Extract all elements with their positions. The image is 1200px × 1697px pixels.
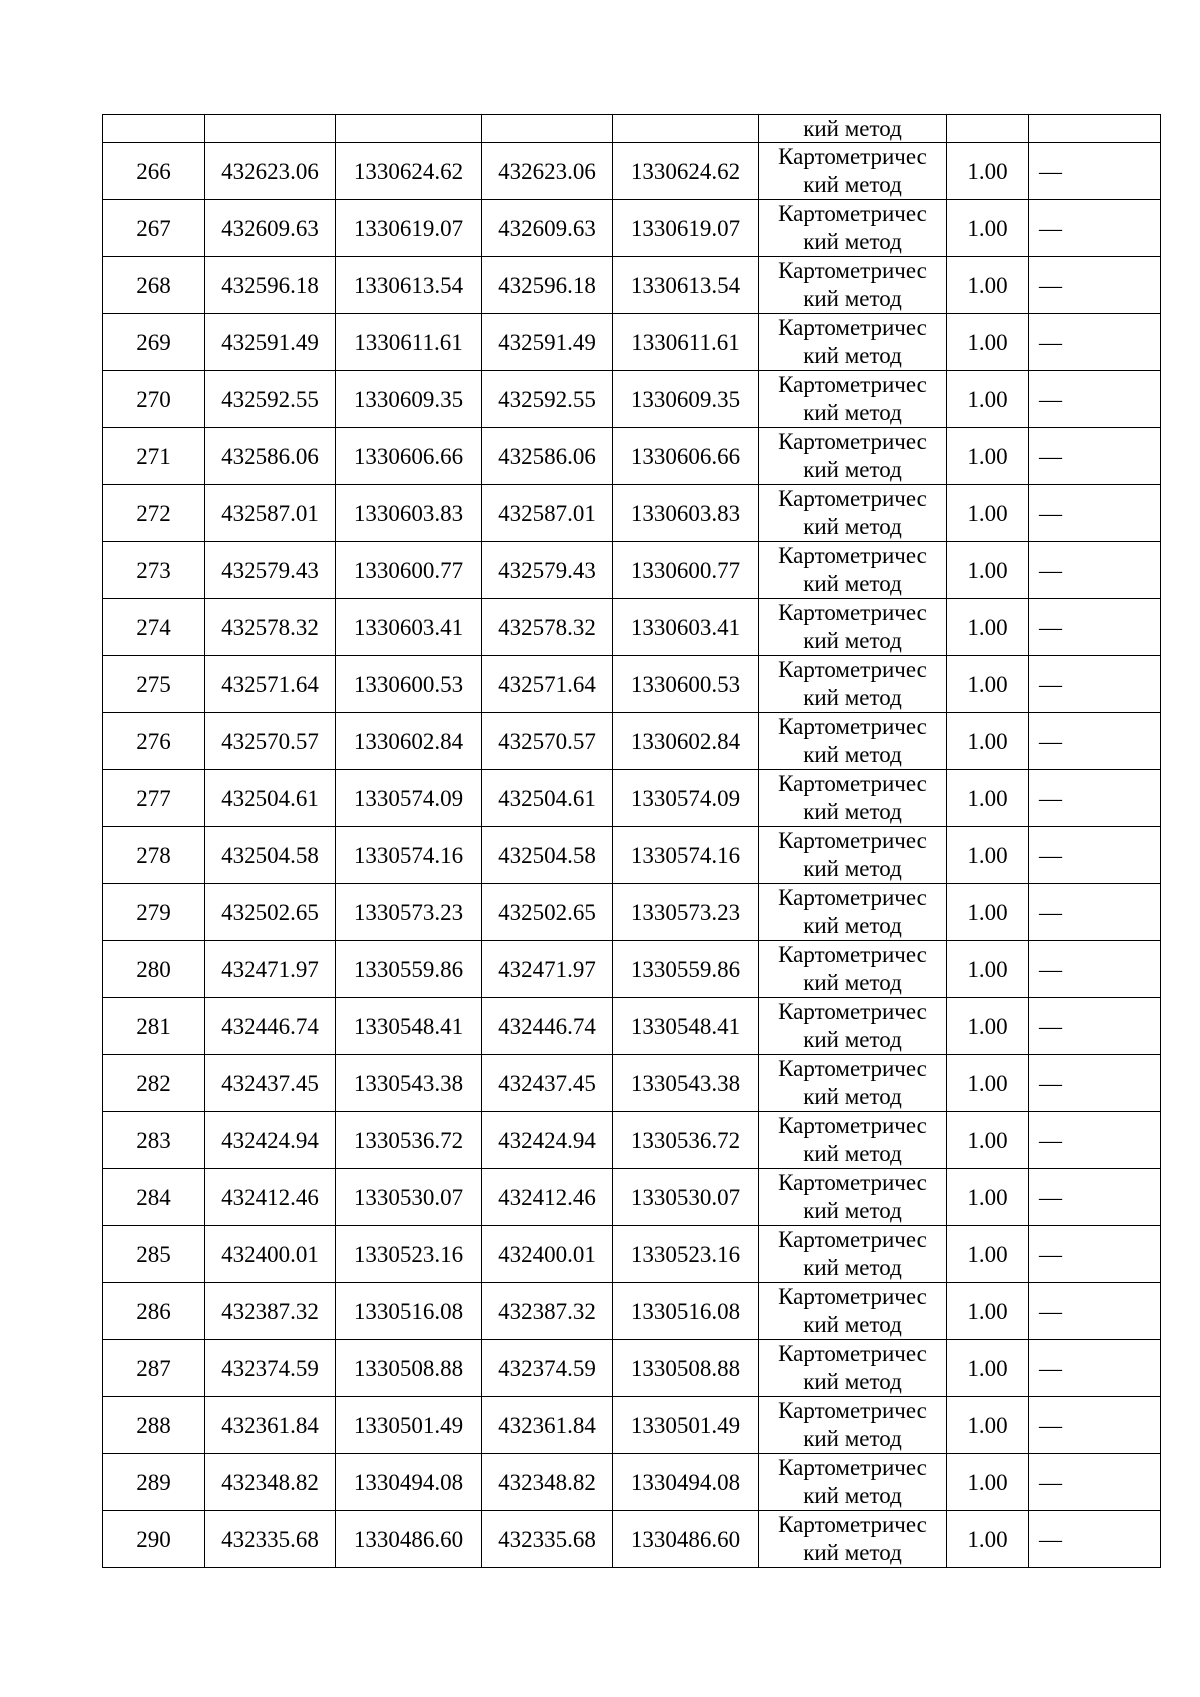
- table-row: [103, 485, 1161, 542]
- cell-point-number: 282: [103, 1055, 205, 1112]
- cell-x-existing: 432591.49: [205, 314, 336, 371]
- cell-note: —: [1029, 770, 1161, 827]
- cell-x-existing: 432571.64: [205, 656, 336, 713]
- method-text: Картометричес: [778, 771, 927, 796]
- cell-accuracy: 1.00: [947, 200, 1029, 257]
- cell-method: [759, 1340, 947, 1397]
- cell-note: [1029, 115, 1161, 143]
- table-row-continuation: [103, 115, 1161, 143]
- cell-method: [759, 485, 947, 542]
- method-text: кий метод: [803, 1255, 902, 1280]
- cell-point-number: 267: [103, 200, 205, 257]
- cell-note: —: [1029, 1454, 1161, 1511]
- method-text: Картометричес: [778, 372, 927, 397]
- cell-note: —: [1029, 941, 1161, 998]
- cell-method: [759, 371, 947, 428]
- cell-x-refined: 432623.06: [482, 143, 613, 200]
- method-text: кий метод: [803, 116, 902, 141]
- cell-method: [759, 998, 947, 1055]
- cell-accuracy: 1.00: [947, 1055, 1029, 1112]
- cell-y-refined: 1330543.38: [613, 1055, 759, 1112]
- cell-y-existing: 1330619.07: [336, 200, 482, 257]
- cell-y-refined: 1330574.09: [613, 770, 759, 827]
- cell-point-number: 278: [103, 827, 205, 884]
- cell-x-refined: 432374.59: [482, 1340, 613, 1397]
- cell-x-refined: 432348.82: [482, 1454, 613, 1511]
- cell-method: [759, 542, 947, 599]
- method-text: кий метод: [803, 400, 902, 425]
- cell-note: —: [1029, 827, 1161, 884]
- cell-point-number: 276: [103, 713, 205, 770]
- cell-note: —: [1029, 1340, 1161, 1397]
- cell-y-existing: 1330530.07: [336, 1169, 482, 1226]
- cell-y-refined: 1330573.23: [613, 884, 759, 941]
- cell-x-existing: 432596.18: [205, 257, 336, 314]
- method-text: Картометричес: [778, 543, 927, 568]
- method-text: кий метод: [803, 1483, 902, 1508]
- cell-point-number: 289: [103, 1454, 205, 1511]
- cell-y-existing: 1330536.72: [336, 1112, 482, 1169]
- table-row: [103, 314, 1161, 371]
- cell-accuracy: 1.00: [947, 542, 1029, 599]
- cell-point-number: 285: [103, 1226, 205, 1283]
- cell-accuracy: 1.00: [947, 1454, 1029, 1511]
- coordinates-table: [102, 114, 1161, 1568]
- table-row: [103, 599, 1161, 656]
- cell-x-refined: 432586.06: [482, 428, 613, 485]
- cell-accuracy: 1.00: [947, 827, 1029, 884]
- method-text: кий метод: [803, 685, 902, 710]
- cell-accuracy: 1.00: [947, 884, 1029, 941]
- cell-x-existing: 432586.06: [205, 428, 336, 485]
- cell-x-existing: 432570.57: [205, 713, 336, 770]
- cell-y-refined: 1330530.07: [613, 1169, 759, 1226]
- method-text: кий метод: [803, 172, 902, 197]
- cell-y-existing: 1330574.09: [336, 770, 482, 827]
- cell-point-number: 279: [103, 884, 205, 941]
- cell-y-refined: 1330523.16: [613, 1226, 759, 1283]
- cell-accuracy: 1.00: [947, 143, 1029, 200]
- cell-y-refined: 1330516.08: [613, 1283, 759, 1340]
- method-text: Картометричес: [778, 1512, 927, 1537]
- cell-accuracy: 1.00: [947, 371, 1029, 428]
- method-text: кий метод: [803, 628, 902, 653]
- method-text: Картометричес: [778, 429, 927, 454]
- cell-accuracy: 1.00: [947, 1169, 1029, 1226]
- method-text: кий метод: [803, 571, 902, 596]
- table-row: [103, 428, 1161, 485]
- cell-x-refined: 432578.32: [482, 599, 613, 656]
- cell-method: [759, 599, 947, 656]
- cell-method: [759, 200, 947, 257]
- cell-y-existing: 1330559.86: [336, 941, 482, 998]
- table-row: [103, 1283, 1161, 1340]
- cell-method: [759, 1511, 947, 1568]
- cell-note: —: [1029, 485, 1161, 542]
- cell-point-number: 288: [103, 1397, 205, 1454]
- cell-x-existing: 432471.97: [205, 941, 336, 998]
- cell-method: [759, 1226, 947, 1283]
- cell-note: —: [1029, 1169, 1161, 1226]
- cell-x-existing: 432374.59: [205, 1340, 336, 1397]
- method-text: кий метод: [803, 1198, 902, 1223]
- cell-method: [759, 257, 947, 314]
- cell-note: —: [1029, 1397, 1161, 1454]
- method-text: кий метод: [803, 1369, 902, 1394]
- cell-y-existing: 1330574.16: [336, 827, 482, 884]
- cell-accuracy: 1.00: [947, 1340, 1029, 1397]
- cell-y-existing: 1330516.08: [336, 1283, 482, 1340]
- cell-x-existing: 432623.06: [205, 143, 336, 200]
- cell-x-existing: 432504.58: [205, 827, 336, 884]
- cell-accuracy: 1.00: [947, 485, 1029, 542]
- cell-method: [759, 1055, 947, 1112]
- cell-y-existing: 1330600.77: [336, 542, 482, 599]
- method-text: кий метод: [803, 1084, 902, 1109]
- method-text: Картометричес: [778, 600, 927, 625]
- cell-x-existing: 432361.84: [205, 1397, 336, 1454]
- cell-note: —: [1029, 314, 1161, 371]
- cell-y-refined: 1330609.35: [613, 371, 759, 428]
- cell-x-existing: 432579.43: [205, 542, 336, 599]
- cell-note: —: [1029, 1055, 1161, 1112]
- cell-note: —: [1029, 1283, 1161, 1340]
- method-text: кий метод: [803, 1141, 902, 1166]
- method-text: кий метод: [803, 856, 902, 881]
- cell-accuracy: 1.00: [947, 428, 1029, 485]
- cell-note: —: [1029, 143, 1161, 200]
- method-text: кий метод: [803, 457, 902, 482]
- cell-y-existing: 1330600.53: [336, 656, 482, 713]
- cell-accuracy: 1.00: [947, 1397, 1029, 1454]
- cell-x-refined: 432587.01: [482, 485, 613, 542]
- method-text: Картометричес: [778, 1455, 927, 1480]
- cell-point-number: 281: [103, 998, 205, 1055]
- cell-y-refined: 1330600.77: [613, 542, 759, 599]
- cell-accuracy: 1.00: [947, 257, 1029, 314]
- table-row: [103, 542, 1161, 599]
- cell-point-number: 287: [103, 1340, 205, 1397]
- cell-x-refined: 432471.97: [482, 941, 613, 998]
- cell-accuracy: 1.00: [947, 599, 1029, 656]
- cell-note: —: [1029, 1226, 1161, 1283]
- cell-y-refined: 1330508.88: [613, 1340, 759, 1397]
- cell-x-refined: 432502.65: [482, 884, 613, 941]
- cell-note: —: [1029, 200, 1161, 257]
- cell-y-refined: 1330602.84: [613, 713, 759, 770]
- coordinates-table-body: [103, 115, 1161, 1568]
- cell-y-existing: 1330606.66: [336, 428, 482, 485]
- cell-y-refined: 1330600.53: [613, 656, 759, 713]
- method-text: кий метод: [803, 1426, 902, 1451]
- method-text: Картометричес: [778, 201, 927, 226]
- cell-point-number: 266: [103, 143, 205, 200]
- cell-x-existing: [205, 115, 336, 143]
- cell-x-existing: 432437.45: [205, 1055, 336, 1112]
- method-text: кий метод: [803, 1540, 902, 1565]
- cell-point-number: 273: [103, 542, 205, 599]
- method-text: Картометричес: [778, 486, 927, 511]
- cell-x-refined: 432400.01: [482, 1226, 613, 1283]
- method-text: кий метод: [803, 970, 902, 995]
- method-text: Картометричес: [778, 999, 927, 1024]
- cell-note: —: [1029, 884, 1161, 941]
- cell-x-refined: 432571.64: [482, 656, 613, 713]
- table-row: [103, 1055, 1161, 1112]
- cell-accuracy: 1.00: [947, 1112, 1029, 1169]
- table-row: [103, 1397, 1161, 1454]
- method-text: кий метод: [803, 1312, 902, 1337]
- cell-accuracy: 1.00: [947, 656, 1029, 713]
- table-row: [103, 656, 1161, 713]
- cell-accuracy: 1.00: [947, 713, 1029, 770]
- cell-y-existing: 1330543.38: [336, 1055, 482, 1112]
- table-row: [103, 998, 1161, 1055]
- cell-x-existing: 432592.55: [205, 371, 336, 428]
- cell-x-existing: 432609.63: [205, 200, 336, 257]
- cell-note: —: [1029, 599, 1161, 656]
- cell-y-refined: 1330486.60: [613, 1511, 759, 1568]
- table-row: [103, 1226, 1161, 1283]
- cell-method: [759, 1169, 947, 1226]
- table-row: [103, 1112, 1161, 1169]
- method-text: кий метод: [803, 913, 902, 938]
- method-text: Картометричес: [778, 144, 927, 169]
- cell-x-refined: 432609.63: [482, 200, 613, 257]
- cell-y-refined: 1330624.62: [613, 143, 759, 200]
- method-text: кий метод: [803, 799, 902, 824]
- method-text: Картометричес: [778, 1341, 927, 1366]
- cell-method: [759, 1454, 947, 1511]
- cell-accuracy: 1.00: [947, 1226, 1029, 1283]
- cell-y-existing: 1330603.83: [336, 485, 482, 542]
- cell-y-refined: 1330606.66: [613, 428, 759, 485]
- cell-y-refined: 1330603.83: [613, 485, 759, 542]
- cell-note: —: [1029, 428, 1161, 485]
- cell-accuracy: 1.00: [947, 770, 1029, 827]
- cell-point-number: 284: [103, 1169, 205, 1226]
- cell-x-existing: 432446.74: [205, 998, 336, 1055]
- cell-x-refined: 432437.45: [482, 1055, 613, 1112]
- cell-y-refined: 1330619.07: [613, 200, 759, 257]
- cell-y-existing: 1330508.88: [336, 1340, 482, 1397]
- table-row: [103, 1340, 1161, 1397]
- cell-x-refined: 432596.18: [482, 257, 613, 314]
- method-text: Картометричес: [778, 1227, 927, 1252]
- cell-method: [759, 713, 947, 770]
- cell-x-existing: 432587.01: [205, 485, 336, 542]
- cell-method: [759, 143, 947, 200]
- cell-point-number: 286: [103, 1283, 205, 1340]
- cell-y-refined: 1330574.16: [613, 827, 759, 884]
- cell-y-existing: [336, 115, 482, 143]
- cell-method: [759, 770, 947, 827]
- cell-method: [759, 115, 947, 143]
- cell-note: —: [1029, 542, 1161, 599]
- method-text: кий метод: [803, 742, 902, 767]
- cell-y-refined: 1330559.86: [613, 941, 759, 998]
- cell-x-existing: 432348.82: [205, 1454, 336, 1511]
- cell-x-existing: 432335.68: [205, 1511, 336, 1568]
- cell-y-existing: 1330602.84: [336, 713, 482, 770]
- table-row: [103, 884, 1161, 941]
- table-row: [103, 770, 1161, 827]
- cell-method: [759, 827, 947, 884]
- method-text: Картометричес: [778, 1284, 927, 1309]
- cell-note: —: [1029, 257, 1161, 314]
- cell-x-refined: 432570.57: [482, 713, 613, 770]
- table-row: [103, 257, 1161, 314]
- cell-x-refined: 432504.61: [482, 770, 613, 827]
- method-text: кий метод: [803, 1027, 902, 1052]
- cell-x-refined: 432387.32: [482, 1283, 613, 1340]
- method-text: Картометричес: [778, 1056, 927, 1081]
- cell-y-existing: 1330548.41: [336, 998, 482, 1055]
- cell-x-refined: 432361.84: [482, 1397, 613, 1454]
- cell-x-existing: 432412.46: [205, 1169, 336, 1226]
- cell-method: [759, 941, 947, 998]
- method-text: Картометричес: [778, 315, 927, 340]
- cell-accuracy: 1.00: [947, 314, 1029, 371]
- table-row: [103, 827, 1161, 884]
- cell-y-existing: 1330603.41: [336, 599, 482, 656]
- cell-note: —: [1029, 1112, 1161, 1169]
- cell-point-number: 270: [103, 371, 205, 428]
- cell-x-existing: 432502.65: [205, 884, 336, 941]
- cell-method: [759, 656, 947, 713]
- table-row: [103, 1511, 1161, 1568]
- cell-point-number: 283: [103, 1112, 205, 1169]
- cell-y-existing: 1330611.61: [336, 314, 482, 371]
- cell-y-existing: 1330609.35: [336, 371, 482, 428]
- method-text: кий метод: [803, 343, 902, 368]
- cell-y-refined: 1330613.54: [613, 257, 759, 314]
- cell-note: —: [1029, 371, 1161, 428]
- cell-method: [759, 1397, 947, 1454]
- cell-point-number: 268: [103, 257, 205, 314]
- method-text: кий метод: [803, 514, 902, 539]
- cell-point-number: 271: [103, 428, 205, 485]
- cell-x-existing: 432578.32: [205, 599, 336, 656]
- cell-point-number: 269: [103, 314, 205, 371]
- cell-y-existing: 1330494.08: [336, 1454, 482, 1511]
- cell-y-existing: 1330501.49: [336, 1397, 482, 1454]
- cell-x-existing: 432424.94: [205, 1112, 336, 1169]
- method-text: кий метод: [803, 286, 902, 311]
- cell-y-refined: 1330603.41: [613, 599, 759, 656]
- cell-x-refined: 432592.55: [482, 371, 613, 428]
- cell-y-refined: 1330501.49: [613, 1397, 759, 1454]
- cell-y-refined: [613, 115, 759, 143]
- cell-point-number: [103, 115, 205, 143]
- cell-point-number: 280: [103, 941, 205, 998]
- cell-accuracy: 1.00: [947, 1511, 1029, 1568]
- cell-y-existing: 1330613.54: [336, 257, 482, 314]
- cell-y-existing: 1330523.16: [336, 1226, 482, 1283]
- table-row: [103, 200, 1161, 257]
- cell-y-refined: 1330611.61: [613, 314, 759, 371]
- cell-method: [759, 314, 947, 371]
- method-text: Картометричес: [778, 1113, 927, 1138]
- cell-note: —: [1029, 713, 1161, 770]
- method-text: Картометричес: [778, 657, 927, 682]
- method-text: Картометричес: [778, 1398, 927, 1423]
- cell-x-refined: 432335.68: [482, 1511, 613, 1568]
- cell-accuracy: 1.00: [947, 1283, 1029, 1340]
- table-row: [103, 1169, 1161, 1226]
- cell-point-number: 275: [103, 656, 205, 713]
- cell-x-refined: 432412.46: [482, 1169, 613, 1226]
- cell-point-number: 272: [103, 485, 205, 542]
- cell-y-existing: 1330573.23: [336, 884, 482, 941]
- cell-accuracy: [947, 115, 1029, 143]
- cell-point-number: 274: [103, 599, 205, 656]
- method-text: Картометричес: [778, 885, 927, 910]
- cell-method: [759, 1283, 947, 1340]
- cell-accuracy: 1.00: [947, 941, 1029, 998]
- method-text: Картометричес: [778, 1170, 927, 1195]
- cell-y-existing: 1330486.60: [336, 1511, 482, 1568]
- table-row: [103, 941, 1161, 998]
- cell-x-refined: 432424.94: [482, 1112, 613, 1169]
- cell-x-refined: 432504.58: [482, 827, 613, 884]
- cell-y-refined: 1330536.72: [613, 1112, 759, 1169]
- cell-method: [759, 884, 947, 941]
- cell-note: —: [1029, 1511, 1161, 1568]
- method-text: Картометричес: [778, 828, 927, 853]
- table-row: [103, 713, 1161, 770]
- table-row: [103, 143, 1161, 200]
- cell-method: [759, 1112, 947, 1169]
- cell-x-refined: 432579.43: [482, 542, 613, 599]
- cell-y-existing: 1330624.62: [336, 143, 482, 200]
- cell-method: [759, 428, 947, 485]
- cell-x-existing: 432504.61: [205, 770, 336, 827]
- cell-y-refined: 1330494.08: [613, 1454, 759, 1511]
- method-text: Картометричес: [778, 942, 927, 967]
- cell-note: —: [1029, 998, 1161, 1055]
- method-text: Картометричес: [778, 714, 927, 739]
- cell-note: —: [1029, 656, 1161, 713]
- cell-x-refined: [482, 115, 613, 143]
- table-row: [103, 371, 1161, 428]
- method-text: Картометричес: [778, 258, 927, 283]
- cell-x-refined: 432591.49: [482, 314, 613, 371]
- method-text: кий метод: [803, 229, 902, 254]
- cell-y-refined: 1330548.41: [613, 998, 759, 1055]
- cell-x-refined: 432446.74: [482, 998, 613, 1055]
- cell-point-number: 277: [103, 770, 205, 827]
- cell-point-number: 290: [103, 1511, 205, 1568]
- table-row: [103, 1454, 1161, 1511]
- cell-x-existing: 432387.32: [205, 1283, 336, 1340]
- cell-x-existing: 432400.01: [205, 1226, 336, 1283]
- cell-accuracy: 1.00: [947, 998, 1029, 1055]
